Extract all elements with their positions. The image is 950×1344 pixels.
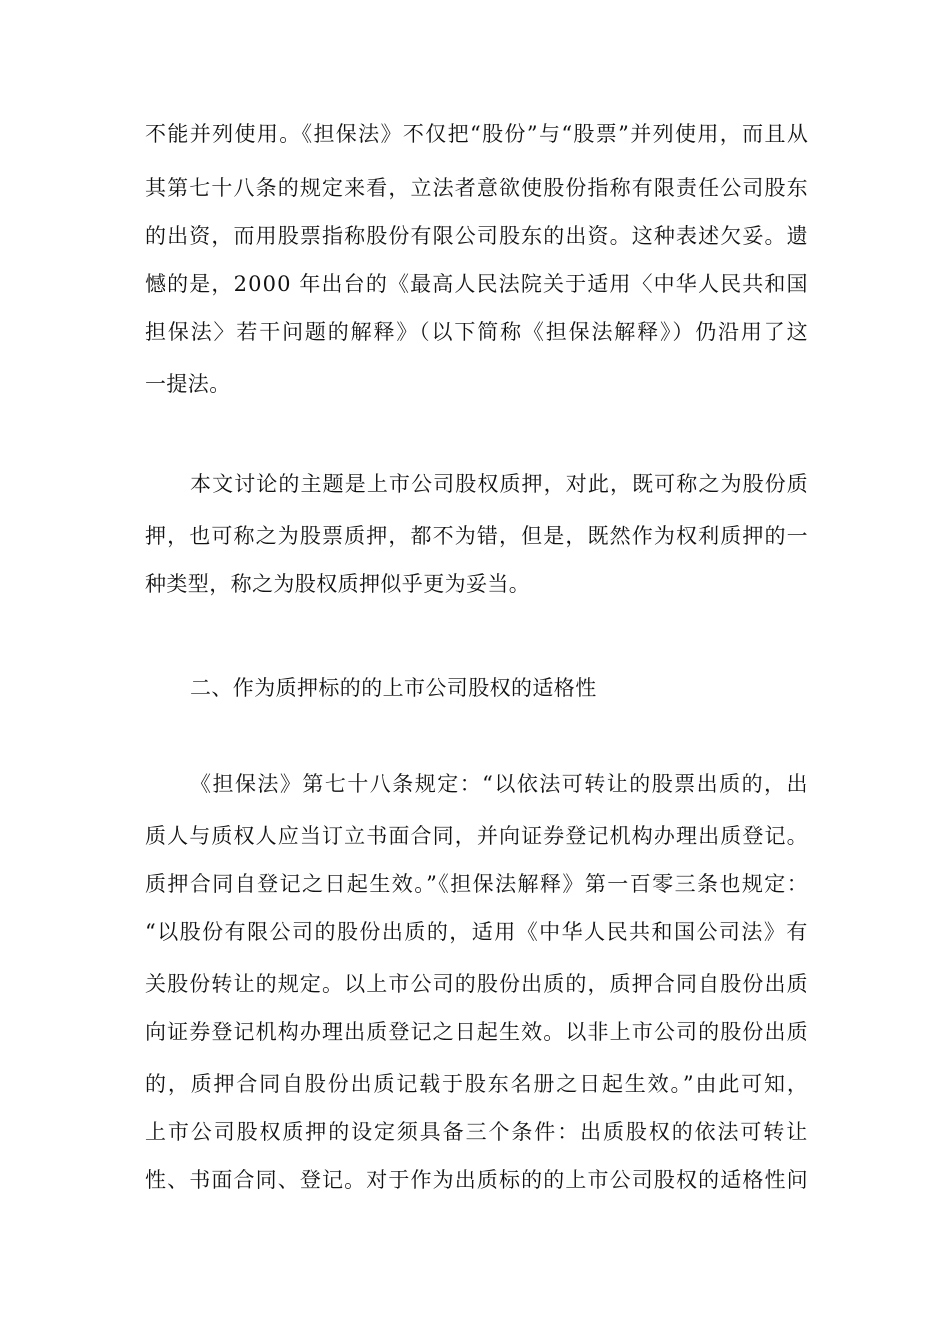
paragraph-3-line-1: 《担保法》第七十八条规定：“以依法可转让的股票出质的，出 bbox=[190, 772, 810, 796]
paragraph-3-line-4: “以股份有限公司的股份出质的，适用《中华人民共和国公司法》有 bbox=[145, 920, 809, 944]
section-heading: 二、作为质押标的的上市公司股权的适格性 bbox=[190, 676, 597, 700]
paragraph-3-line-6: 向证券登记机构办理出质登记之日起生效。以非上市公司的股份出质 bbox=[145, 1020, 809, 1044]
paragraph-1-line-2: 其第七十八条的规定来看，立法者意欲使股份指称有限责任公司股东 bbox=[145, 176, 809, 200]
paragraph-3-line-8: 上市公司股权质押的设定须具备三个条件：出质股权的依法可转让 bbox=[145, 1120, 810, 1144]
paragraph-1-line-4: 憾的是，2000 年出台的《最高人民法院关于适用〈中华人民共和国 bbox=[145, 272, 809, 296]
paragraph-2-line-2: 押，也可称之为股票质押，都不为错，但是，既然作为权利质押的一 bbox=[145, 524, 809, 548]
paragraph-1-line-1: 不能并列使用。《担保法》不仅把“股份”与“股票”并列使用，而且从 bbox=[145, 122, 810, 146]
paragraph-3-line-3: 质押合同自登记之日起生效。”《担保法解释》第一百零三条也规定： bbox=[145, 872, 810, 896]
paragraph-2-line-1: 本文讨论的主题是上市公司股权质押，对此，既可称之为股份质 bbox=[190, 472, 809, 496]
paragraph-3-line-5: 关股份转让的规定。以上市公司的股份出质的，质押合同自股份出质 bbox=[145, 972, 809, 996]
paragraph-3-line-9: 性、书面合同、登记。对于作为出质标的的上市公司股权的适格性问 bbox=[145, 1168, 809, 1192]
paragraph-2-line-3: 种类型，称之为股权质押似乎更为妥当。 bbox=[145, 572, 531, 596]
paragraph-3-line-2: 质人与质权人应当订立书面合同，并向证券登记机构办理出质登记。 bbox=[145, 824, 809, 848]
paragraph-3-line-7: 的，质押合同自股份出质记载于股东名册之日起生效。”由此可知， bbox=[145, 1072, 810, 1096]
paragraph-1-line-6: 一提法。 bbox=[145, 372, 231, 396]
paragraph-1-line-3: 的出资，而用股票指称股份有限公司股东的出资。这种表述欠妥。遗 bbox=[145, 224, 809, 248]
paragraph-1-line-5: 担保法〉若干问题的解释》（以下简称《担保法解释》）仍沿用了这 bbox=[145, 320, 810, 344]
